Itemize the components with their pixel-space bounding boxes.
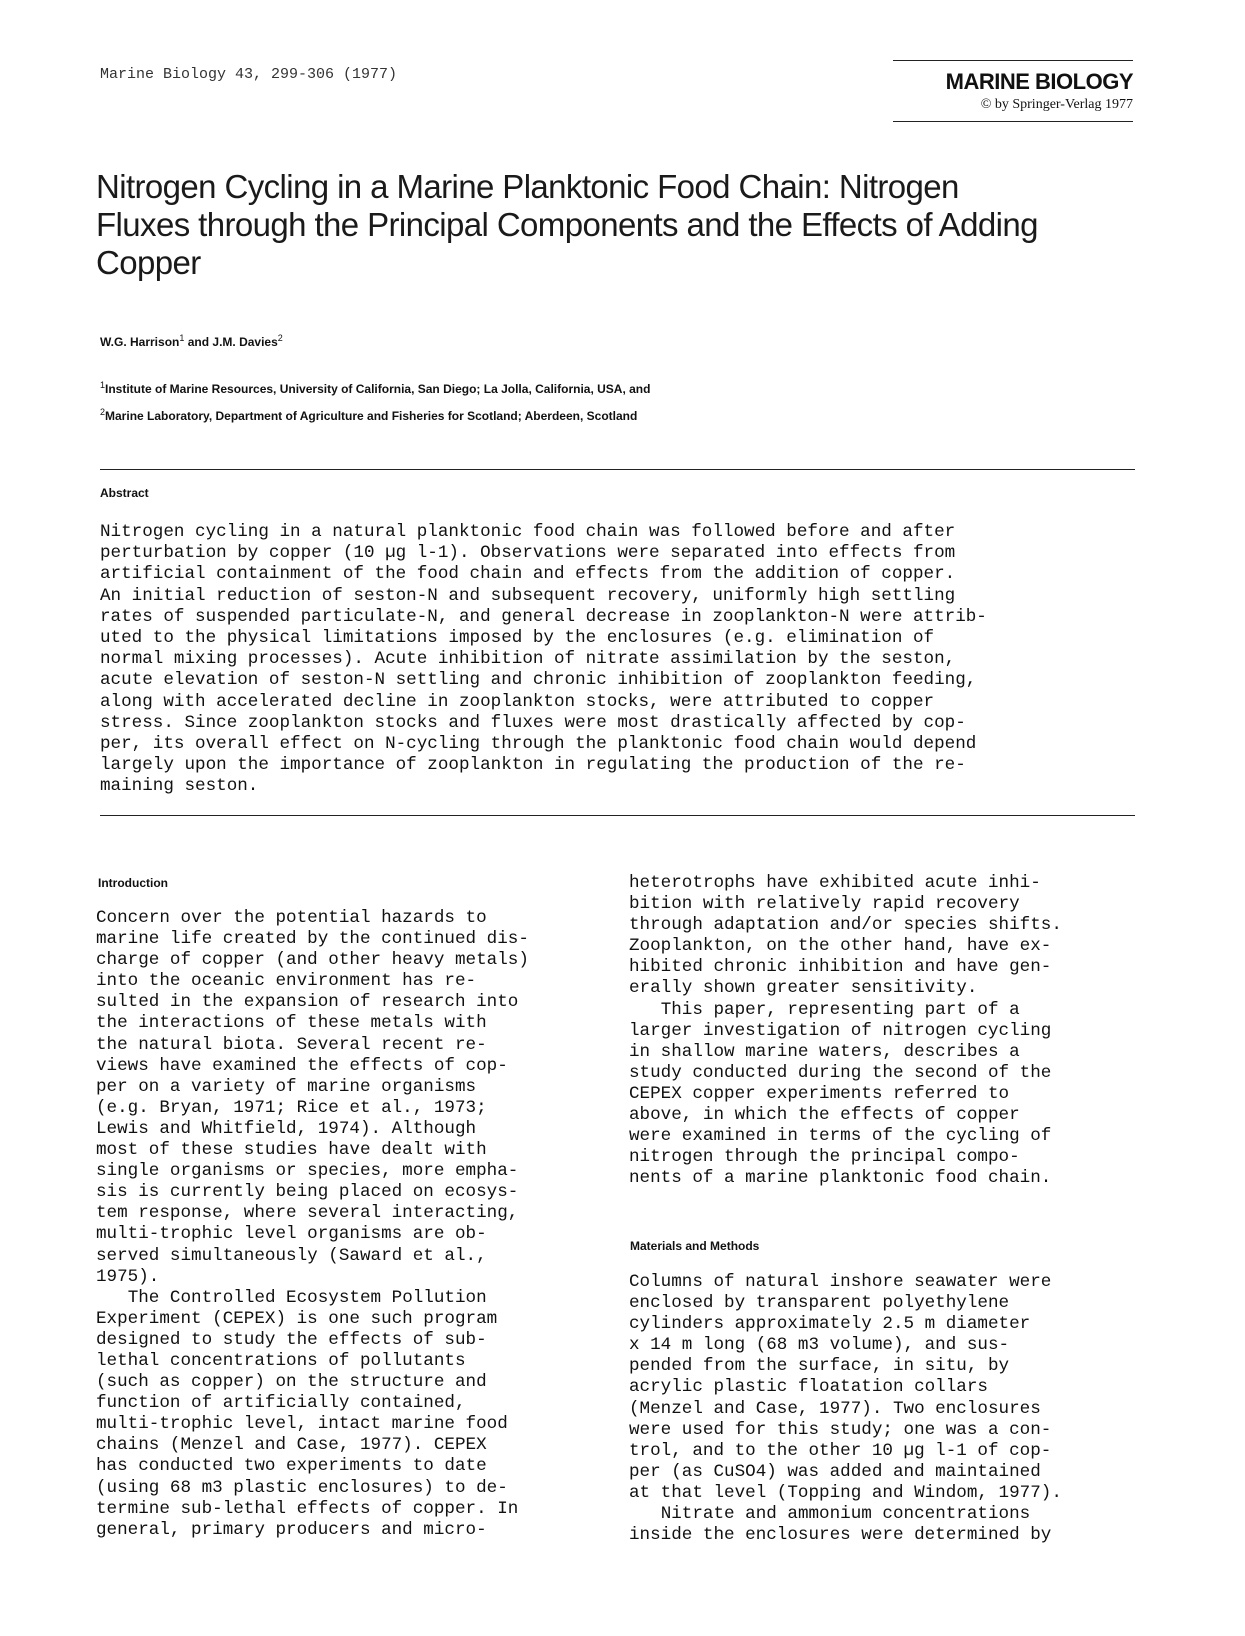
abstract-top-rule <box>100 469 1135 470</box>
affiliation-2-mark: 2 <box>100 407 106 417</box>
introduction-continued-text: heterotrophs have exhibited acute inhi- bition with relatively rapid recovery through adaptation and/or species shifts. Zooplankton, on the other hand, have ex- hibited chronic inhibition and have gen- erally shown greater sensitivity. This paper, representing part of a larger investigation of nitrogen cycling in shallow marine waters, describes a study conducted during the second of the CEPEX copper experiments referred to above, in which the effects of copper were examined in terms of the cycling of nitrogen through the principal compo- nents of a marine planktonic food chain. <box>629 873 1062 1189</box>
paper-title: Nitrogen Cycling in a Marine Planktonic Food Chain: Nitrogen Fluxes through the Principal Components and the Effects of Adding Copper <box>96 168 1038 281</box>
affiliation-1-mark: 1 <box>100 380 106 390</box>
journal-brand-block <box>893 60 1133 122</box>
abstract-heading: Abstract <box>100 486 149 500</box>
author-1-affiliation-mark: 1 <box>179 333 185 343</box>
methods-heading: Materials and Methods <box>630 1239 760 1253</box>
affiliation-2-text: Marine Laboratory, Department of Agriculture and Fisheries for Scotland; Aberdeen, Scotland <box>105 409 638 423</box>
introduction-heading: Introduction <box>98 876 168 890</box>
introduction-text: Concern over the potential hazards to marine life created by the continued dis- charge of copper (and other heavy metals) into the oceanic environment has re- sulted in the expansion of research into the interactions of these metals with the natural biota. Several recent re- views have examined the effects of cop- per on a variety of marine organisms (e.g. Bryan, 1971; Rice et al., 1973; Lewis and Whitfield, 1974). Although most of these studies have dealt with single organisms or species, more empha- sis is currently being placed on ecosys- tem response, where several interacting, multi-trophic level organisms are ob- served simultaneously (Saward et al., 1975). The Controlled Ecosystem Pollution Experiment (CEPEX) is one such program designed to study the effects of sub- lethal concentrations of pollutants (such as copper) on the structure and function of artificially contained, multi-trophic level, intact marine food chains (Menzel and Case, 1977). CEPEX has conducted two experiments to date (using 68 m3 plastic enclosures) to de- termine sub-lethal effects of copper. In general, primary producers and micro- <box>96 908 529 1540</box>
brand-top-rule <box>893 60 1133 61</box>
author-2-affiliation-mark: 2 <box>277 333 283 343</box>
abstract-bottom-rule <box>100 815 1135 816</box>
copyright-notice: © by Springer-Verlag 1977 <box>980 97 1133 112</box>
author-line <box>100 333 283 349</box>
journal-reference: Marine Biology 43, 299-306 (1977) <box>100 66 398 83</box>
methods-text: Columns of natural inshore seawater were enclosed by transparent polyethylene cylinders approximately 2.5 m diameter x 14 m long (68 m3 volume), and sus- pended from the surface, in situ, by acrylic plastic floatation collars (Menzel and Case, 1977). Two enclosures were used for this study; one was a con- trol, and to the other 10 µg l-1 of cop- per (as CuSO4) was added and maintained at that level (Topping and Windom, 1977). Nitrate and ammonium concentrations inside the enclosures were determined by <box>629 1272 1062 1546</box>
author-conjunction: and <box>187 335 210 349</box>
affiliation-1-text: Institute of Marine Resources, University of California, San Diego; La Jolla, California, USA, and <box>105 382 651 396</box>
affiliation-2 <box>100 401 650 428</box>
abstract-text: Nitrogen cycling in a natural planktonic food chain was followed before and after perturbation by copper (10 µg l-1). Observations were separated into effects from artificial containment of the food chain and effects from the addition of copper. An initial reduction of seston-N and subsequent recovery, uniformly high settling rates of suspended particulate-N, and general decrease in zooplankton-N were attrib- uted to the physical limitations imposed by the enclosures (e.g. elimination of normal mixing processes). Acute inhibition of nitrate assimilation by the seston, acute elevation of seston-N settling and chronic inhibition of zooplankton feeding, along with accelerated decline in zooplankton stocks, were attributed to copper stress. Since zooplankton stocks and fluxes were most drastically affected by cop- per, its overall effect on N-cycling through the planktonic food chain would depend largely upon the importance of zooplankton in regulating the production of the re- maining seston. <box>100 522 987 797</box>
author-1: W.G. Harrison <box>100 335 180 349</box>
author-2: J.M. Davies <box>212 335 278 349</box>
affiliation-1 <box>100 374 650 401</box>
journal-brand: MARINE BIOLOGY <box>945 69 1133 94</box>
affiliations <box>100 374 650 428</box>
brand-bottom-rule <box>893 121 1133 122</box>
